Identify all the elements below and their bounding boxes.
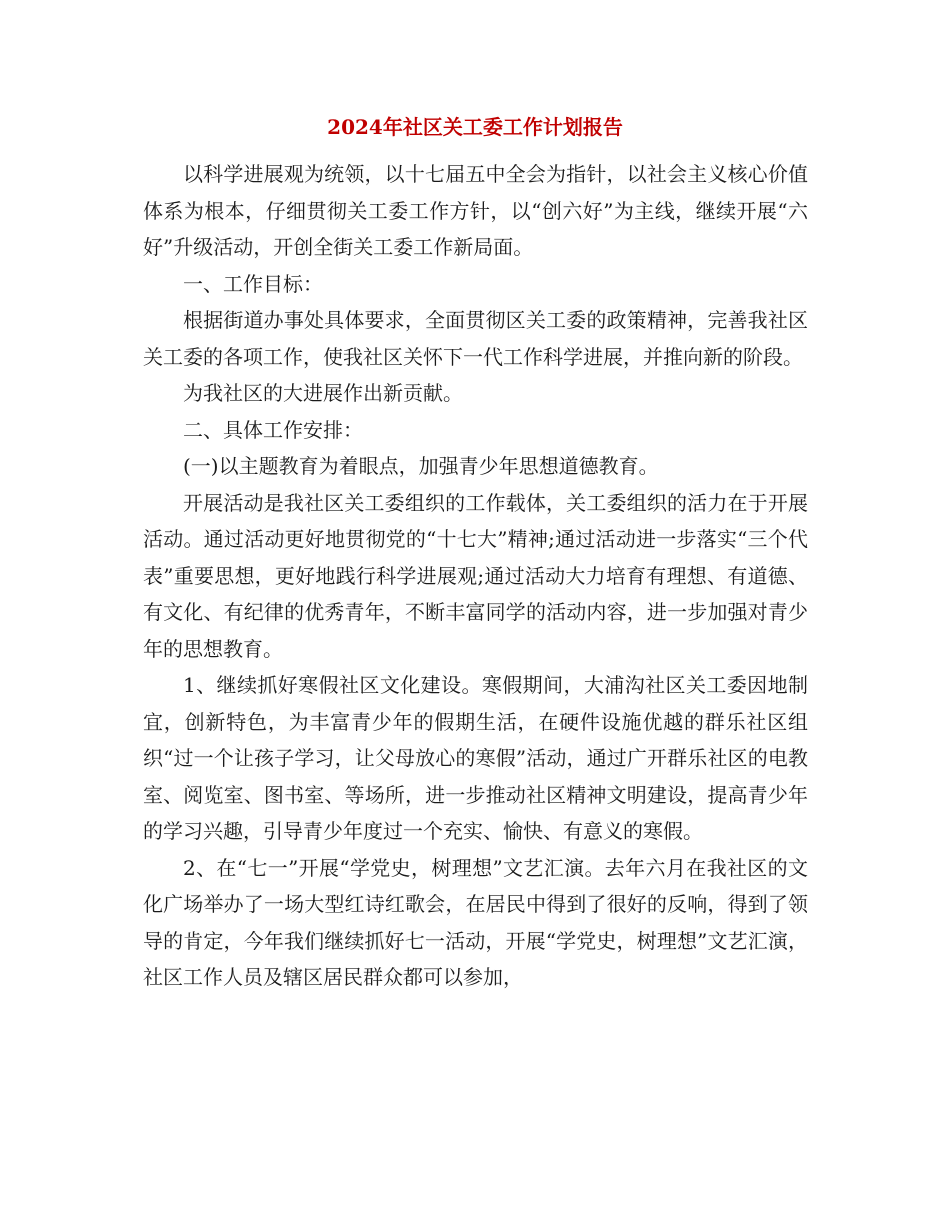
document-body — [143, 156, 808, 996]
paragraph: 开展活动是我社区关工委组织的工作载体，关工委组织的活力在于开展活动。通过活动更好地贯彻党的“十七大”精神;通过活动进一步落实“三个代表”重要思想，更好地践行科学进展观;通过活动大力培育有理想、有道德、有文化、有纪律的优秀青年，不断丰富同学的活动内容，进一步加强对青少年的思想教育。 — [143, 490, 808, 661]
paragraph: 根据街道办事处具体要求，全面贯彻区关工委的政策精神，完善我社区关工委的各项工作，使我社区关怀下一代工作科学进展，并推向新的阶段。 — [143, 308, 808, 369]
document-title: 2024年社区关工委工作计划报告 — [327, 115, 623, 139]
paragraph: 以科学进展观为统领，以十七届五中全会为指针，以社会主义核心价值体系为根本，仔细贯彻关工委工作方针，以“创六好”为主线，继续开展“六好”升级活动，开创全街关工委工作新局面。 — [143, 162, 808, 259]
section-heading: 一、工作目标： — [183, 271, 323, 296]
subsection-heading: (一)以主题教育为着眼点，加强青少年思想道德教育。 — [183, 454, 659, 478]
paragraph: 2、在“七一”开展“学党史，树理想”文艺汇演。去年六月在我社区的文化广场举办了一场大型红诗红歌会，在居民中得到了很好的反响，得到了领导的肯定，今年我们继续抓好七一活动，开展“学党史，树理想”文艺汇演，社区工作人员及辖区居民群众都可以参加， — [143, 855, 808, 989]
paragraph: 为我社区的大进展作出新贡献。 — [183, 381, 463, 405]
paragraph: 1、继续抓好寒假社区文化建设。寒假期间，大浦沟社区关工委因地制宜，创新特色，为丰富青少年的假期生活，在硬件设施优越的群乐社区组织“过一个让孩子学习，让父母放心的寒假”活动，通过广开群乐社区的电教室、阅览室、图书室、等场所，进一步推动社区精神文明建设，提高青少年的学习兴趣，引导青少年度过一个充实、愉快、有意义的寒假。 — [143, 673, 808, 843]
section-heading: 二、具体工作安排： — [183, 417, 363, 442]
